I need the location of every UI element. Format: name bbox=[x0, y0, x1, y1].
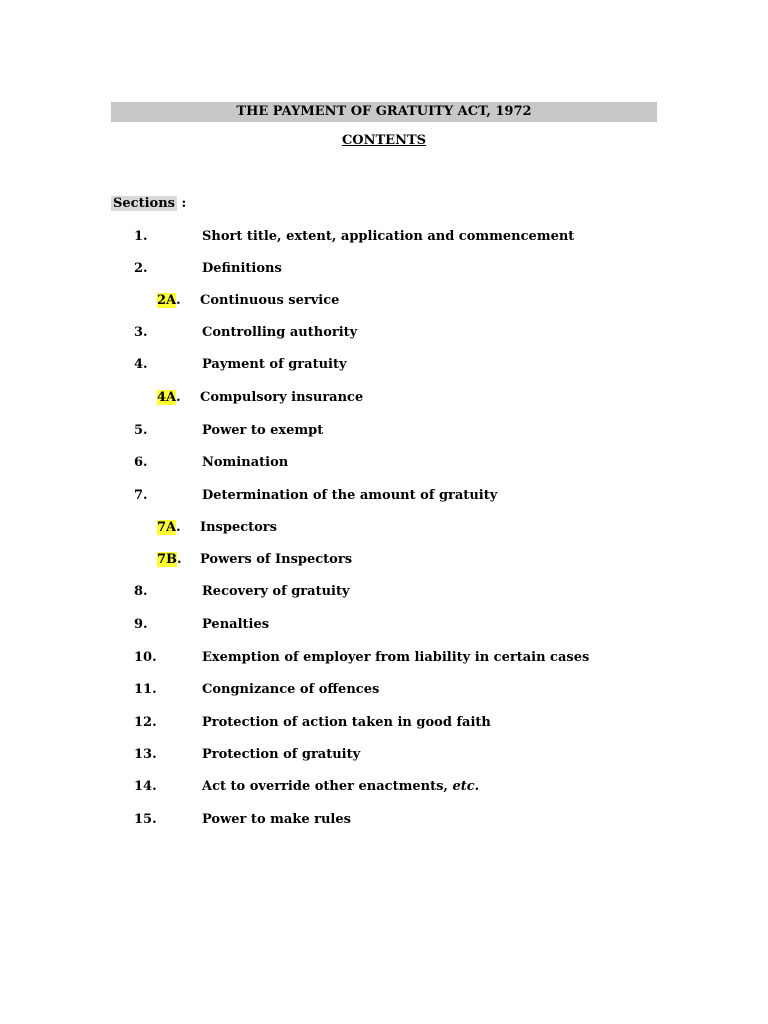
toc-entry-title: Exemption of employer from liability in certain cases bbox=[202, 650, 590, 665]
toc-entry-title: Definitions bbox=[202, 261, 282, 276]
toc-entry-title: Penalties bbox=[202, 617, 270, 632]
toc-entry-title: Nomination bbox=[202, 455, 289, 470]
toc-entry-number: 14. bbox=[134, 779, 157, 794]
toc-entry-number: 15. bbox=[134, 812, 157, 827]
toc-entry-2a bbox=[0, 291, 768, 311]
toc-entry-number bbox=[157, 550, 182, 570]
toc-entry-15 bbox=[0, 810, 768, 830]
toc-entry-4a bbox=[0, 388, 768, 408]
toc-entry-number: 7. bbox=[134, 488, 148, 503]
toc-entry-number bbox=[157, 388, 181, 408]
toc-entry-7b bbox=[0, 550, 768, 570]
sections-label-colon: : bbox=[176, 196, 187, 211]
toc-entry-1 bbox=[0, 227, 768, 247]
toc-entry-3 bbox=[0, 323, 768, 343]
toc-entry-number bbox=[157, 518, 181, 538]
toc-entry-title: Power to exempt bbox=[202, 423, 324, 438]
toc-entry-11 bbox=[0, 680, 768, 700]
toc-entry-number: 2. bbox=[134, 261, 148, 276]
toc-entry-title: Continuous service bbox=[200, 293, 340, 308]
toc-entry-number: 10. bbox=[134, 650, 157, 665]
toc-entry-number: 12. bbox=[134, 715, 157, 730]
highlighted-section-number: 7B bbox=[157, 552, 178, 567]
toc-entry-4 bbox=[0, 355, 768, 375]
toc-entry-title-text: Act to override other enactments, bbox=[202, 779, 448, 794]
toc-entry-13 bbox=[0, 745, 768, 765]
toc-entry-number: 13. bbox=[134, 747, 157, 762]
toc-entry-9 bbox=[0, 615, 768, 635]
toc-entry-title: Protection of gratuity bbox=[202, 747, 361, 762]
section-number-dot: . bbox=[177, 552, 182, 567]
toc-entry-title: Short title, extent, application and commencement bbox=[202, 229, 575, 244]
toc-entry-number: 8. bbox=[134, 584, 148, 599]
toc-entry-14 bbox=[0, 777, 768, 797]
toc-entry-title: Compulsory insurance bbox=[200, 390, 364, 405]
toc-entry-title: Inspectors bbox=[200, 520, 277, 535]
sections-label bbox=[111, 194, 186, 214]
toc-entry-number bbox=[157, 291, 181, 311]
highlighted-section-number: 2A bbox=[157, 293, 177, 308]
highlighted-section-number: 7A bbox=[157, 520, 177, 535]
section-number-dot: . bbox=[176, 520, 181, 535]
toc-entry-2 bbox=[0, 259, 768, 279]
toc-entry-5 bbox=[0, 421, 768, 441]
toc-entry-10 bbox=[0, 648, 768, 668]
toc-entry-number: 6. bbox=[134, 455, 148, 470]
contents-heading: CONTENTS bbox=[341, 133, 427, 148]
toc-entry-title: Power to make rules bbox=[202, 812, 351, 827]
toc-entry-title: Payment of gratuity bbox=[202, 357, 347, 372]
toc-entry-number: 5. bbox=[134, 423, 148, 438]
toc-entry-title: Controlling authority bbox=[202, 325, 358, 340]
toc-entry-12 bbox=[0, 713, 768, 733]
toc-entry-title-italic: etc. bbox=[452, 779, 480, 794]
toc-entry-6 bbox=[0, 453, 768, 473]
sections-label-word: Sections bbox=[113, 196, 175, 211]
section-number-dot: . bbox=[176, 390, 181, 405]
document-title: THE PAYMENT OF GRATUITY ACT, 1972 bbox=[236, 104, 532, 119]
toc-entry-number: 1. bbox=[134, 229, 148, 244]
toc-entry-title: Determination of the amount of gratuity bbox=[202, 488, 498, 503]
toc-entry-number: 9. bbox=[134, 617, 148, 632]
toc-entry-title: Powers of Inspectors bbox=[200, 552, 353, 567]
section-number-dot: . bbox=[176, 293, 181, 308]
toc-entry-title: Congnizance of offences bbox=[202, 682, 380, 697]
toc-entry-number: 4. bbox=[134, 357, 148, 372]
toc-entry-title bbox=[202, 777, 479, 797]
toc-entry-number: 11. bbox=[134, 682, 157, 697]
toc-entry-title: Protection of action taken in good faith bbox=[202, 715, 491, 730]
highlighted-section-number: 4A bbox=[157, 390, 177, 405]
toc-entry-8 bbox=[0, 582, 768, 602]
toc-entry-title: Recovery of gratuity bbox=[202, 584, 350, 599]
toc-entry-7a bbox=[0, 518, 768, 538]
toc-entry-number: 3. bbox=[134, 325, 148, 340]
toc-entry-7 bbox=[0, 486, 768, 506]
